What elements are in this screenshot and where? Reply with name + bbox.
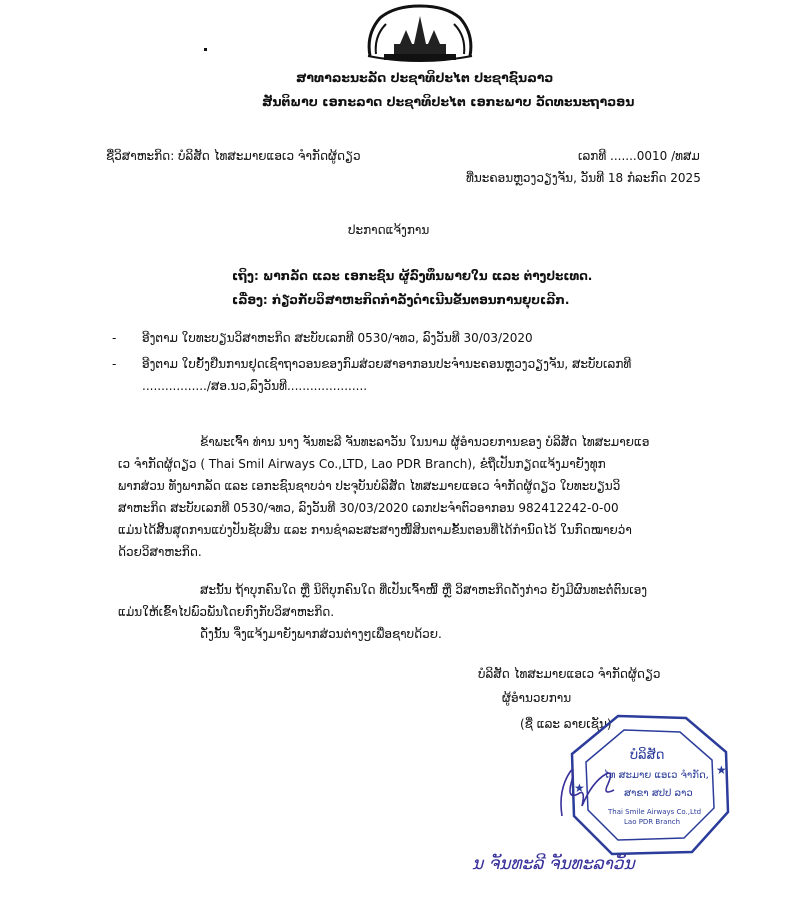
body-line: ເວ ຈຳກັດຜູ້ດຽວ ( Thai Smil Airways Co.,LTD, Lao PDR Branch), ຂໍຖືເປັນກຽດແຈ້ງມາຍັງທຸກ: [118, 457, 606, 471]
handwritten-signature: [548, 760, 620, 820]
reference-text: ອີງຕາມ ໃບທະບຽນວິສາຫະກິດ ສະບັບເລກທີ 0530/ຈທວ, ລົງວັນທີ 30/03/2020: [142, 331, 533, 345]
body-line: ຂ້າພະເຈົ້າ ທ່ານ ນາງ ຈັນທະລີ ຈັນທະລາວັນ ໃນນາມ ຜູ້ອຳນວຍການຂອງ ບໍລິສັດ ໄທສະມາຍແອ: [200, 435, 650, 449]
motto-heading: ສັນຕິພາບ ເອກະລາດ ປະຊາທິປະໄຕ ເອກະພາບ ວັດທະນະຖາວອນ: [262, 94, 635, 109]
stamp-text: Lao PDR Branch: [624, 818, 681, 826]
body-line: ດ້ວຍວິສາຫະກິດ.: [118, 545, 202, 559]
stamp-text: Thai Smile Airways Co.,Ltd: [608, 808, 702, 816]
document-title: ປະກາດແຈ້ງການ: [348, 223, 430, 237]
subject-line: ເລື່ອງ: ກ່ຽວກັບວິສາຫະກິດກຳລັງດຳເນີນຂັ້ນຕອນການຍຸບເລີກ.: [232, 293, 570, 307]
national-emblem-icon: [364, 4, 476, 62]
signature-company: ບໍລິສັດ ໄທສະມາຍແອເວ ຈຳກັດຜູ້ດຽວ: [478, 667, 661, 681]
reference-bullet: -: [112, 357, 117, 371]
svg-text:★: ★: [716, 763, 727, 777]
stamp-text: ໄທ ສະມາຍ ແອເວ ຈຳກັດ,: [604, 770, 709, 781]
signature-role: ຜູ້ອຳນວຍການ: [502, 691, 572, 705]
body-line: ສາຫະກິດ ສະບັບເລກທີ 0530/ຈທວ, ລົງວັນທີ 30/03/2020 ເລກປະຈຳຕົວອາກອນ 982412242-0-00: [118, 501, 619, 515]
stamp-text: ສາຂາ ສປປ ລາວ: [624, 788, 693, 799]
reference-text: ອີງຕາມ ໃບຍັ້ງຢືນການຢຸດເຊົາຖາວອນຂອງກົມສ່ວຍສາອາກອນປະຈຳນະຄອນຫຼວງວຽງຈັນ, ສະບັບເລກທີ: [142, 357, 632, 371]
body-line: ສະນັ້ນ ຖ້າບຸກຄົນໃດ ຫຼື ນິຕິບຸກຄົນໃດ ທີ່ເປັນເຈົ້າໜີ້ ຫຼື ວິສາຫະກິດດັ່ງກ່າວ ຍັງມີຜົນທະຕໍ່ຕົນເອງ: [200, 583, 648, 597]
reference-text: ................./ສອ.ນວ,ລົງວັນທີ.....................: [142, 379, 368, 393]
country-heading: ສາທາລະນະລັດ ປະຊາທິປະໄຕ ປະຊາຊົນລາວ: [296, 70, 554, 85]
body-line: ແມ່ນໄດ້ສິ້ນສຸດການແບ່ງປັນຊັບສິນ ແລະ ການຊຳລະສະສາງໜີ້ສິນຕາມຂັ້ນຕອນທີ່ໄດ້ກຳນົດໄວ້ ໃນກົດໝາຍວ່າ: [118, 523, 632, 537]
recipient-line: ເຖິງ: ພາກລັດ ແລະ ເອກະຊົນ ຜູ້ລົງທຶນພາຍໃນ ແລະ ຕ່າງປະເທດ.: [232, 269, 593, 283]
body-line: ພາກສ່ວນ ທັງພາກລັດ ແລະ ເອກະຊົນຊາບວ່າ ປະຈຸບັນບໍລິສັດ ໄທສະມາຍແອເວ ຈຳກັດຜູ້ດຽວ ໃບທະບຽນວິ: [118, 479, 621, 493]
stray-dot: [204, 48, 207, 51]
closing-line: ດັ່ງນັ້ນ ຈຶ່ງແຈ້ງມາຍັງພາກສ່ວນຕ່າງໆເພື່ອຊາບດ້ວຍ.: [200, 627, 442, 641]
body-line: ແມ່ນໃຫ້ເຂົ້າໄປພົວພັນໂດຍກົງກັບວິສາຫະກິດ.: [118, 605, 335, 619]
svg-text:★: ★: [574, 781, 585, 795]
reference-bullet: -: [112, 331, 117, 345]
signature-note: (ຊື່ ແລະ ລາຍເຊັນ): [520, 717, 612, 731]
stamp-text: ບໍລິສັດ: [630, 748, 665, 763]
document-number: ເລກທີ .......0010 /ທສມ: [578, 149, 700, 163]
company-name-line: ຊື່ວິສາຫະກິດ: ບໍລິສັດ ໄທສະມາຍແອເວ ຈຳກັດຜູ້ດຽວ: [106, 149, 361, 163]
handwritten-name: ນ ຈັນທະລີ ຈັນທະລາວັນ: [472, 854, 635, 874]
place-and-date: ທີ່ນະຄອນຫຼວງວຽງຈັນ, ວັນທີ 18 ກໍລະກົດ 2025: [466, 171, 701, 185]
